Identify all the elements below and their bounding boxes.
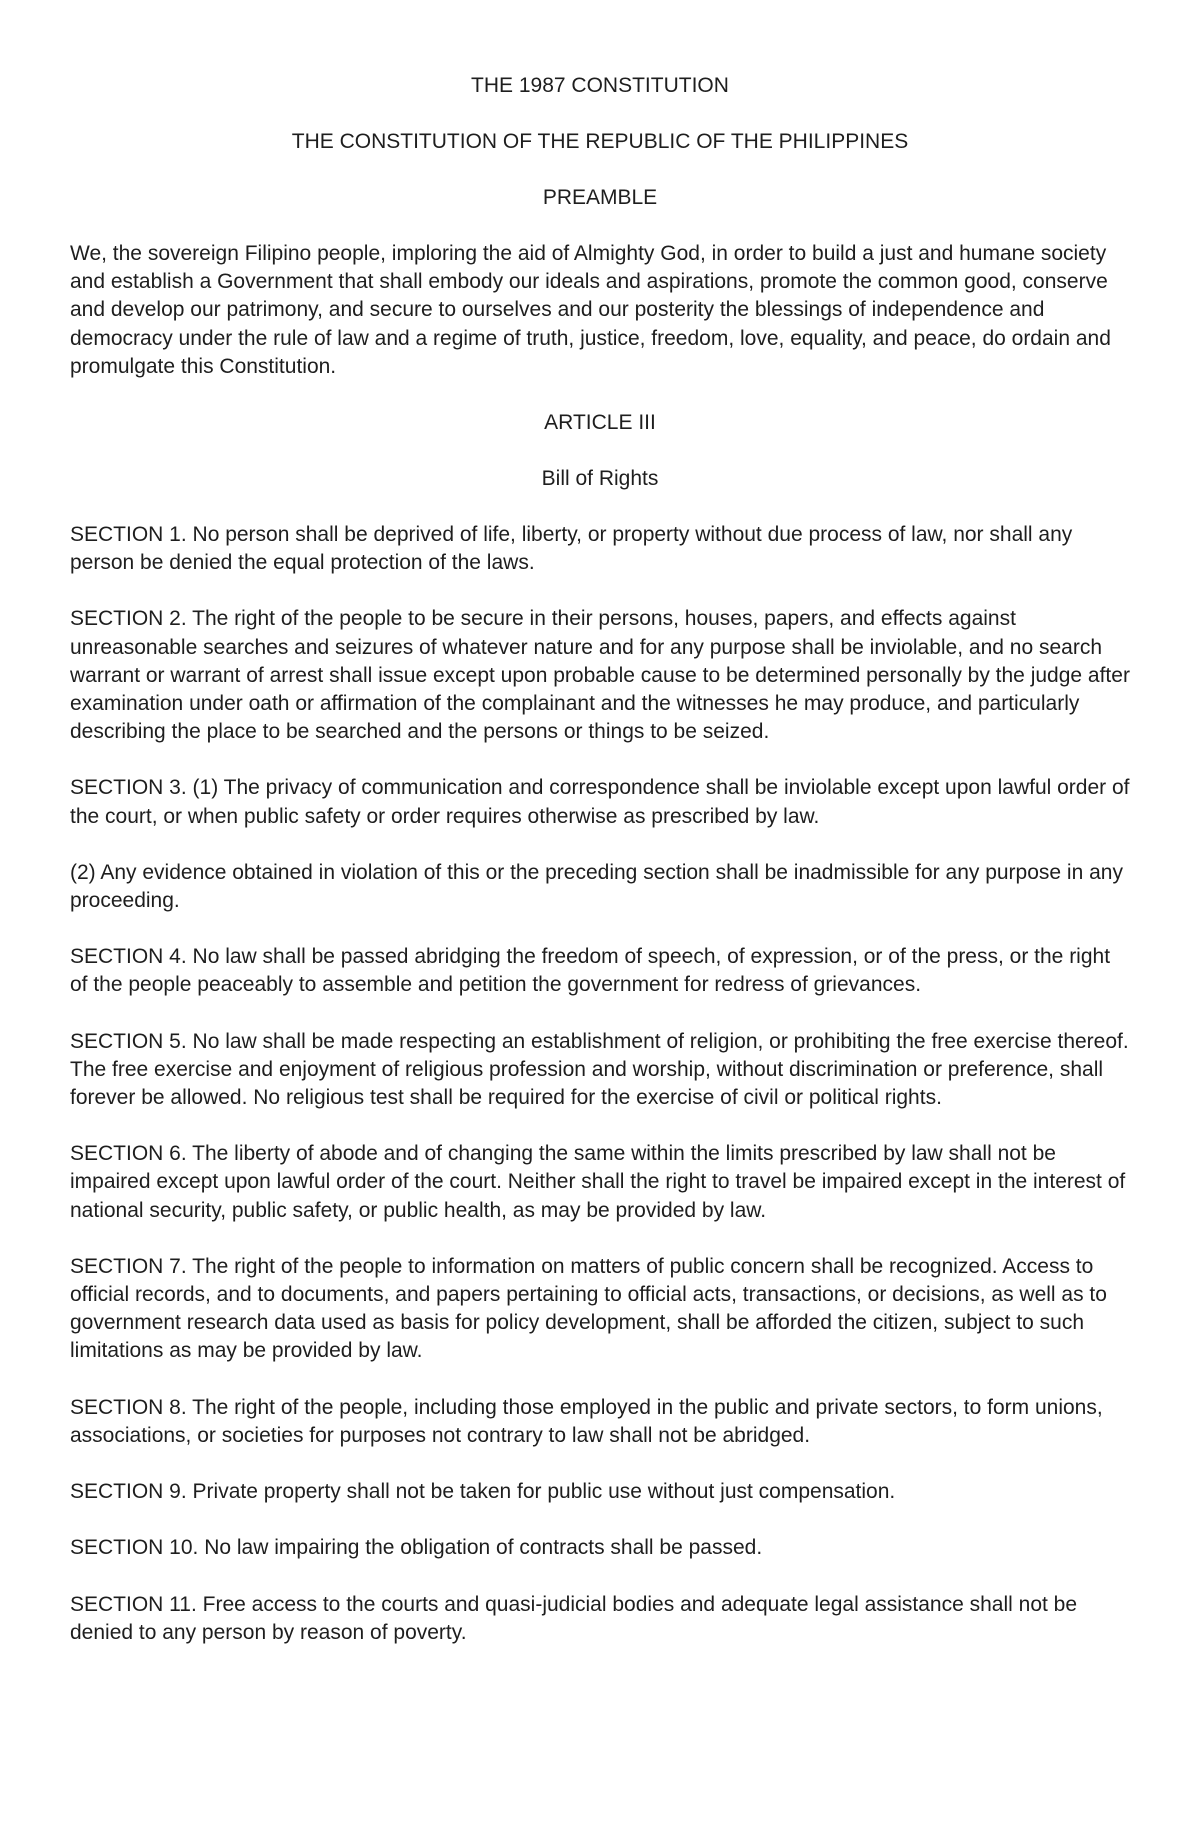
- preamble-paragraph: We, the sovereign Filipino people, imploring the aid of Almighty God, in order to build a just and humane society and establish a Government that shall embody our ideals and aspirations, promote the common good, conserve and develop our patrimony, and secure to ourselves and our posterity the blessings of independence and democracy under the rule of law and a regime of truth, justice, freedom, love, equality, and peace, do ordain and promulgate this Constitution.: [70, 242, 1111, 378]
- section-3-paragraph: SECTION 3. (1) The privacy of communication and correspondence shall be inviolable except upon lawful order of the court, or when public safety or order requires otherwise as prescribed by law.: [70, 776, 1130, 828]
- section-1-paragraph: SECTION 1. No person shall be deprived of life, liberty, or property without due process of law, nor shall any person be denied the equal protection of the laws.: [70, 523, 1073, 575]
- section-11-paragraph: SECTION 11. Free access to the courts and quasi-judicial bodies and adequate legal assistance shall not be denied to any person by reason of poverty.: [70, 1592, 1078, 1644]
- article-heading: ARTICLE III: [544, 411, 656, 435]
- section-5-paragraph: SECTION 5. No law shall be made respecting an establishment of religion, or prohibiting the free exercise thereof. The free exercise and enjoyment of religious profession and worship, without discrimination or preference, shall forever be allowed. No religious test shall be required for the exercise of civil or political rights.: [70, 1029, 1129, 1110]
- section-6-paragraph: SECTION 6. The liberty of abode and of changing the same within the limits prescribed by law shall not be impaired except upon lawful order of the court. Neither shall the right to travel be impaired except in the interest of national security, public safety, or public health, as may be provided by law.: [70, 1142, 1126, 1222]
- section-8-paragraph: SECTION 8. The right of the people, including those employed in the public and private sectors, to form unions, associations, or societies for purposes not contrary to law shall not be abridged.: [70, 1395, 1103, 1447]
- section-7-paragraph: SECTION 7. The right of the people to information on matters of public concern shall be recognized. Access to official records, and to documents, and papers pertaining to official acts, transactions, or decisions, as well as to government research data used as basis for policy development, shall be afforded the citizen, subject to such limitations as may be provided by law.: [70, 1254, 1107, 1363]
- document-subtitle: THE CONSTITUTION OF THE REPUBLIC OF THE PHILIPPINES: [291, 130, 909, 153]
- section-2-paragraph: SECTION 2. The right of the people to be secure in their persons, houses, papers, and effects against unreasonable searches and seizures of whatever nature and for any purpose shall be inviolable, and no search warrant or warrant of arrest shall issue except upon probable cause to be determined personally by the judge after examination under oath or affirmation of the complainant and the witnesses he may produce, and particularly describing the place to be searched and the persons or things to be seized.: [70, 607, 1130, 744]
- document-title: THE 1987 CONSTITUTION: [471, 74, 729, 97]
- section-4-paragraph: SECTION 4. No law shall be passed abridging the freedom of speech, of expression, or of the press, or the right of the people peaceably to assemble and petition the government for redress of grievances.: [70, 945, 1111, 997]
- section-3-subparagraph-2: (2) Any evidence obtained in violation of this or the preceding section shall be inadmissible for any purpose in any proceeding.: [70, 860, 1123, 913]
- section-10-paragraph: SECTION 10. No law impairing the obligation of contracts shall be passed.: [70, 1536, 763, 1560]
- preamble-heading: PREAMBLE: [542, 186, 658, 209]
- section-9-paragraph: SECTION 9. Private property shall not be taken for public use without just compensation.: [70, 1480, 896, 1504]
- article-title: Bill of Rights: [541, 467, 659, 491]
